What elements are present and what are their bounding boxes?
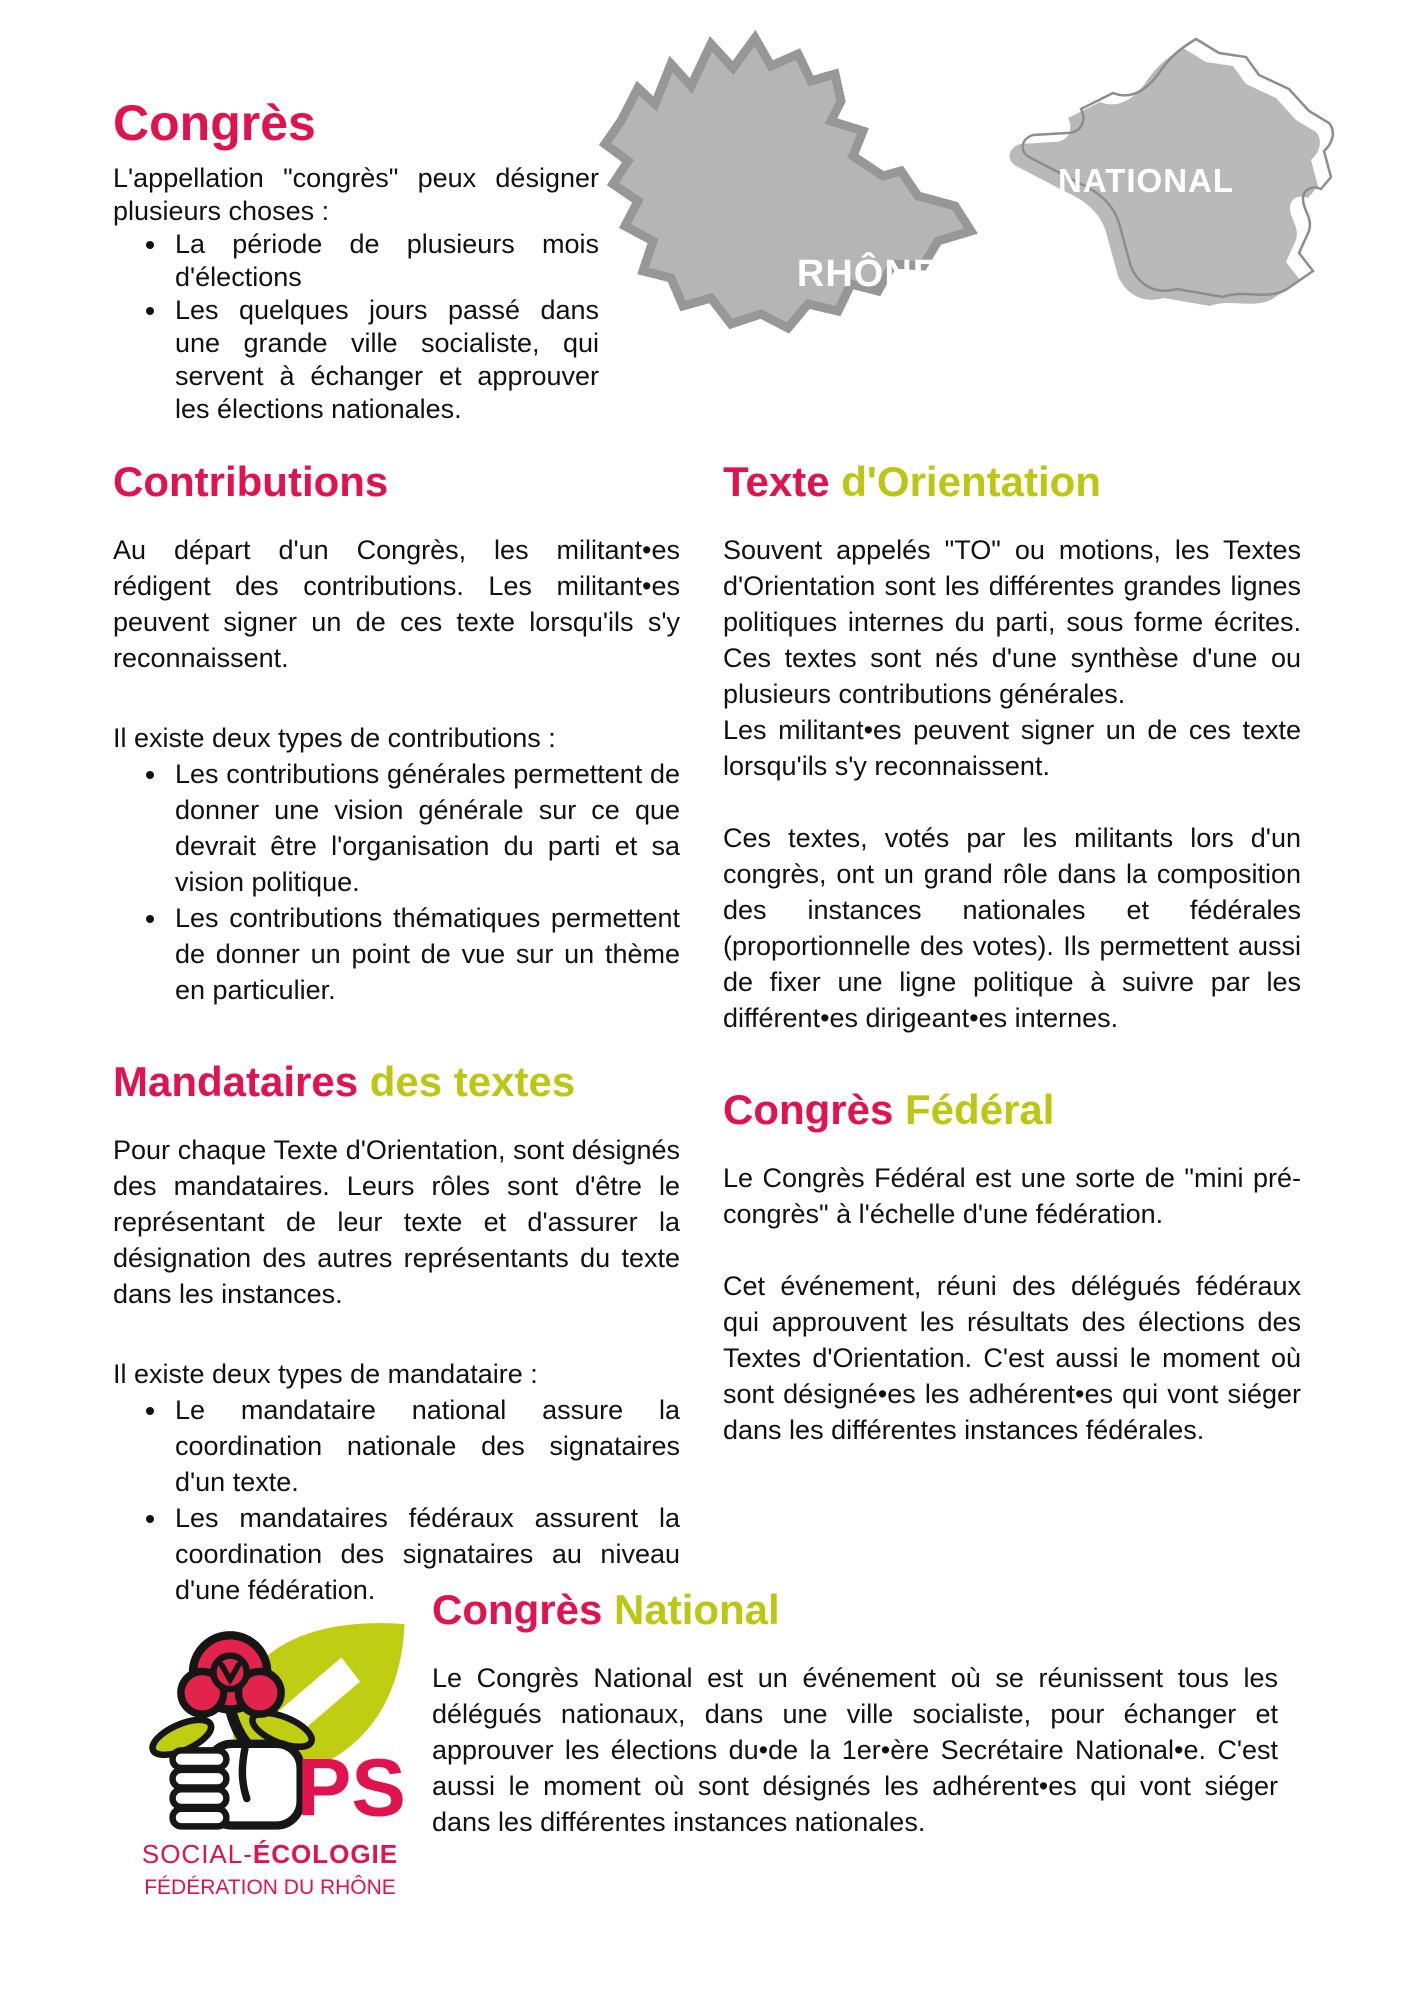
ps-logo-graphic <box>116 1600 424 1832</box>
mandataires-heading <box>113 1058 680 1106</box>
heading-part-pink: Congrès <box>432 1586 603 1633</box>
france-map <box>978 36 1406 338</box>
contributions-list-intro: Il existe deux types de contributions : <box>113 723 556 753</box>
heading-part-green: Fédéral <box>893 1086 1055 1133</box>
heading-part-pink: Congrès <box>723 1086 894 1133</box>
intro-section <box>113 96 599 426</box>
congres-federal-paragraph-1: Le Congrès Fédéral est une sorte de "mini pré-congrès" à l'échelle d'une fédération. <box>723 1163 1301 1229</box>
texte-orientation-heading <box>723 458 1301 506</box>
fist-icon <box>173 1744 301 1827</box>
contributions-heading <box>113 458 680 506</box>
ps-letters: PS <box>296 1742 406 1832</box>
congres-national-heading <box>432 1586 1278 1634</box>
congres-federal-paragraph-2: Cet événement, réuni des délégués fédéraux qui approuvent les résultats des élections des Textes d'Orientation. C'est aussi le moment où sont désigné•es les adhérent•es qui vont siéger dans les différentes instances fédérales. <box>723 1271 1301 1445</box>
logo-social-text: SOCIAL- <box>141 1839 253 1869</box>
heading-text: Contributions <box>113 458 389 505</box>
logo-social-ecologie <box>116 1839 424 1869</box>
congres-national-paragraph: Le Congrès National est un événement où se réunissent tous les délégués nationaux, dans une ville socialiste, pour échanger et approuver les élections du•de la 1er•ère Secrétaire National•e. C'est aussi le moment où sont désignés les adhérent•es qui vont siéger dans les différentes instances nationales. <box>432 1663 1278 1837</box>
texte-orientation-paragraph-1: Souvent appelés "TO" ou motions, les Textes d'Orientation sont les différentes grandes lignes politiques internes du parti, sous forme écrites. Ces textes sont nés d'une synthèse d'une ou plusieurs contributions générales. <box>723 535 1301 709</box>
heading-part-green: des textes <box>358 1058 576 1105</box>
contributions-paragraph: Au départ d'un Congrès, les militant•es rédigent des contributions. Les militant•es peuvent signer un de ces texte lorsqu'ils s'y reconnaissent. <box>113 535 680 673</box>
left-column <box>113 458 680 1608</box>
national-map-label: NATIONAL <box>1057 162 1235 199</box>
list-item: • Les quelques jours passé dans une grande ville socialiste, qui servent à échanger et approuver les élections nationales. <box>169 294 599 426</box>
rose-icon <box>181 1635 281 1714</box>
contributions-bullet-list <box>113 756 680 1008</box>
rhone-map <box>583 26 981 344</box>
mandataires-list-intro: Il existe deux types de mandataire : <box>113 1359 538 1389</box>
list-item: • Les contributions thématiques permettent de donner un point de vue sur un thème en particulier. <box>169 900 680 1008</box>
rhone-map-label: RHÔNE <box>796 253 940 295</box>
logo-federation-text: FÉDÉRATION DU RHÔNE <box>144 1876 396 1899</box>
congres-national-section <box>432 1586 1278 1840</box>
intro-bullet-list <box>113 228 599 426</box>
list-item: • La période de plusieurs mois d'élections <box>169 228 599 294</box>
list-item: • Le mandataire national assure la coordination nationale des signataires d'un texte. <box>169 1392 680 1500</box>
list-item: • Les mandataires fédéraux assurent la coordination des signataires au niveau d'une fédération. <box>169 1500 680 1608</box>
mandataires-paragraph: Pour chaque Texte d'Orientation, sont désignés des mandataires. Leurs rôles sont d'être le représentant de leur texte et d'assurer la désignation des autres représentants du texte dans les instances. <box>113 1135 680 1309</box>
texte-orientation-paragraph-2: Les militant•es peuvent signer un de ces texte lorsqu'ils s'y reconnaissent. <box>723 715 1301 781</box>
ps-logo <box>116 1600 424 1901</box>
heading-part-pink: Texte <box>723 458 830 505</box>
congres-federal-heading <box>723 1086 1301 1134</box>
page-title: Congrès <box>113 95 316 151</box>
heading-part-green: d'Orientation <box>829 458 1101 505</box>
logo-ecologie-text: ÉCOLOGIE <box>252 1839 399 1869</box>
right-column <box>723 458 1301 1448</box>
intro-paragraph: L'appellation "congrès" peux désigner plusieurs choses : <box>113 163 599 226</box>
heading-part-green: National <box>602 1586 780 1633</box>
list-item: • Les contributions générales permettent de donner une vision générale sur ce que devrait être l'organisation du parti et sa vision politique. <box>169 756 680 900</box>
heading-part-pink: Mandataires <box>113 1058 359 1105</box>
texte-orientation-paragraph-3: Ces textes, votés par les militants lors d'un congrès, ont un grand rôle dans la composition des instances nationales et fédérales (proportionnelle des votes). Ils permettent aussi de fixer une ligne politique à suivre par les différent•es dirigeant•es internes. <box>723 823 1301 1033</box>
mandataires-bullet-list <box>113 1392 680 1608</box>
